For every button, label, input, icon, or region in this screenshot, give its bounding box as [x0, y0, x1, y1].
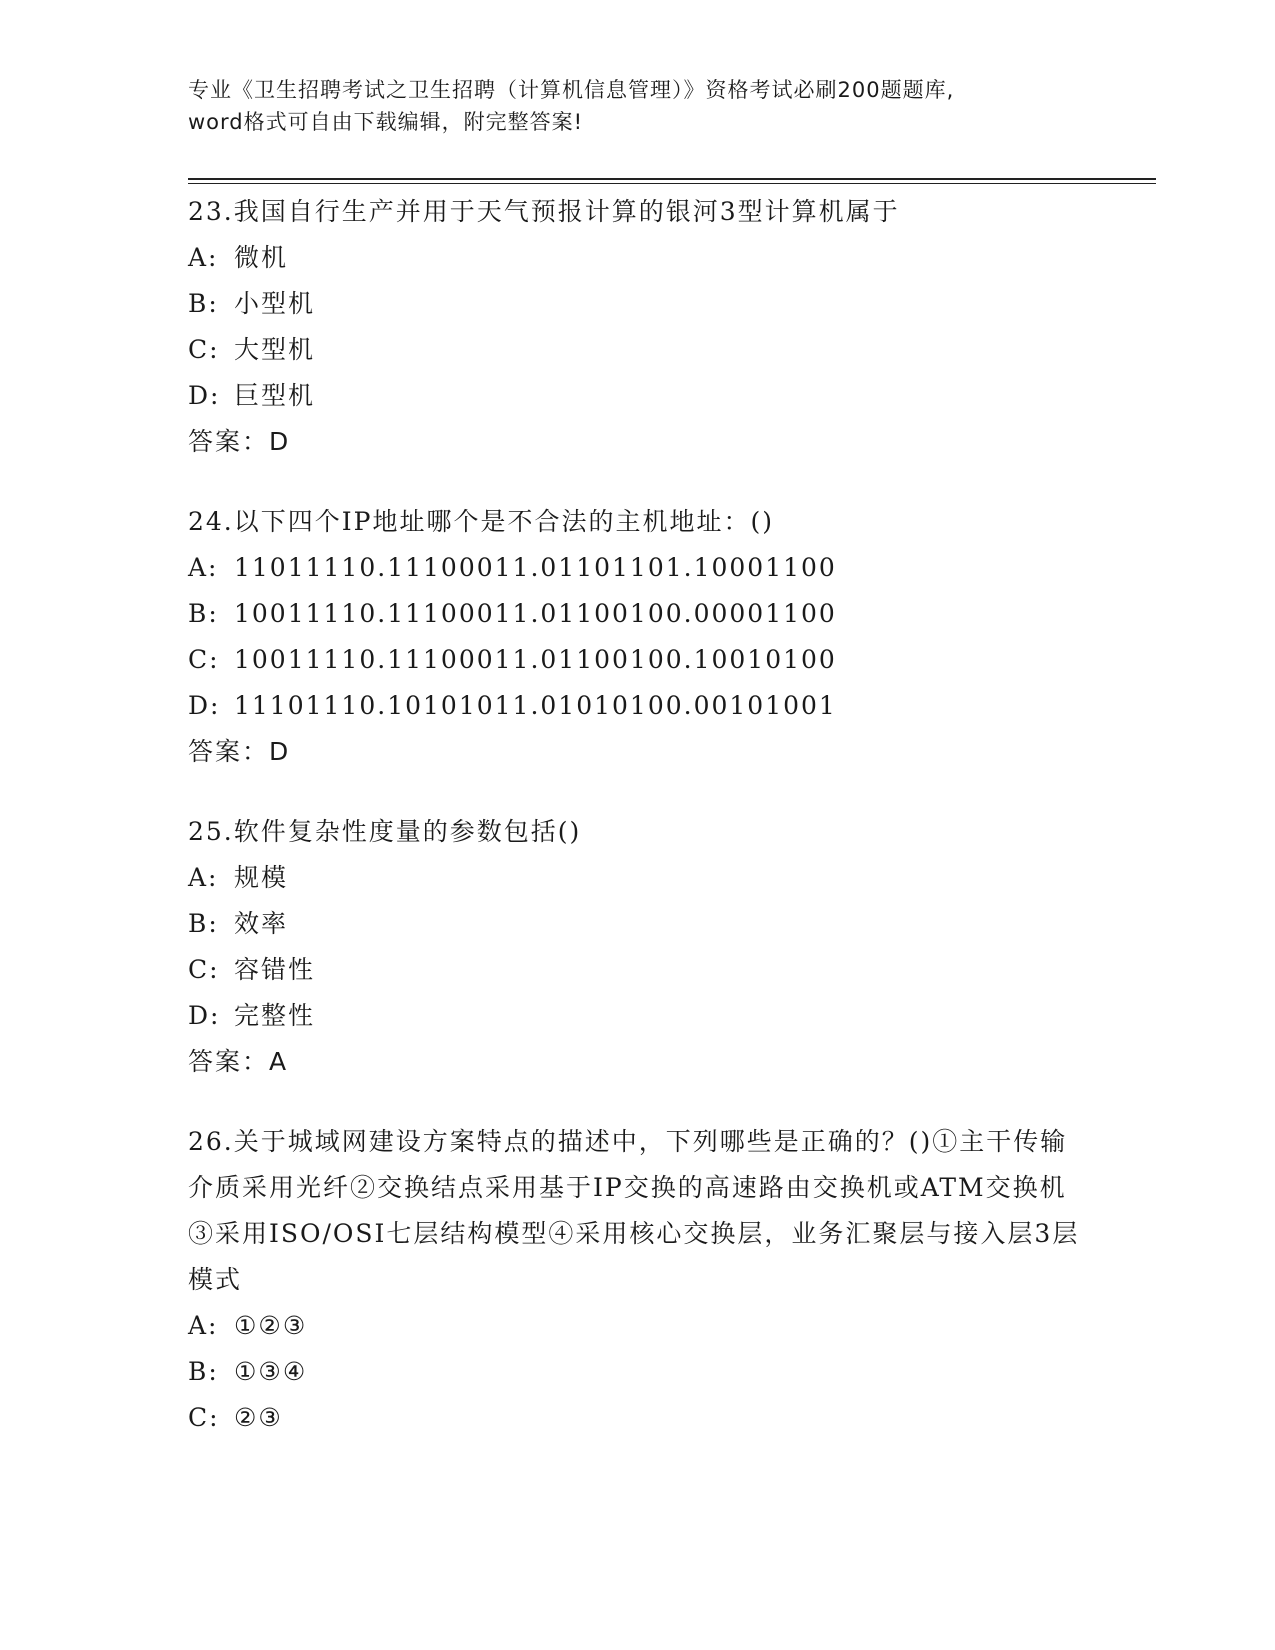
- option-label: B:: [188, 1357, 219, 1386]
- option-c: [188, 637, 1088, 683]
- option-text: 规模: [234, 863, 289, 892]
- header-divider-thick: [188, 178, 1156, 180]
- option-text: 11101110.10101011.01010100.00101001: [234, 691, 837, 720]
- option-label: A:: [188, 243, 219, 272]
- option-a: [188, 855, 1088, 901]
- option-label: A:: [188, 553, 219, 582]
- question-25: [188, 809, 1088, 1085]
- option-a: [188, 545, 1088, 591]
- answer-text: 答案：D: [188, 427, 291, 456]
- answer-text: 答案：D: [188, 737, 291, 766]
- option-text: 微机: [234, 243, 289, 272]
- option-label: D:: [188, 691, 221, 720]
- question-text: 23.我国自行生产并用于天气预报计算的银河3型计算机属于: [188, 197, 900, 226]
- option-text: 10011110.11100011.01100100.00001100: [234, 599, 837, 628]
- option-text: 完整性: [234, 1001, 316, 1030]
- question-text: 25.软件复杂性度量的参数包括(): [188, 817, 582, 846]
- option-d: [188, 993, 1088, 1039]
- option-b: [188, 1349, 1088, 1395]
- answer-text: 答案：A: [188, 1047, 289, 1076]
- option-label: B:: [188, 289, 219, 318]
- option-text: 容错性: [234, 955, 316, 984]
- option-text: 10011110.11100011.01100100.10010100: [234, 645, 837, 674]
- question-26: [188, 1119, 1088, 1441]
- option-text: 11011110.11100011.01101101.10001100: [234, 553, 837, 582]
- option-text: 小型机: [234, 289, 316, 318]
- option-label: C:: [188, 335, 220, 364]
- question-text: 24.以下四个IP地址哪个是不合法的主机地址：(): [188, 507, 774, 536]
- header-line-2: word格式可自由下载编辑，附完整答案!: [188, 110, 584, 134]
- option-label: C:: [188, 955, 220, 984]
- option-label: B:: [188, 909, 219, 938]
- option-text: ①②③: [234, 1311, 308, 1340]
- question-23: [188, 189, 1088, 465]
- document-header: [188, 74, 1088, 138]
- option-label: A:: [188, 863, 219, 892]
- question-24: [188, 499, 1088, 775]
- option-a: [188, 235, 1088, 281]
- option-b: [188, 281, 1088, 327]
- option-d: [188, 683, 1088, 729]
- option-text: 大型机: [234, 335, 316, 364]
- header-line-1: 专业《卫生招聘考试之卫生招聘（计算机信息管理）》资格考试必刷200题题库,: [188, 78, 955, 102]
- option-b: [188, 591, 1088, 637]
- question-text: 26.关于城域网建设方案特点的描述中，下列哪些是正确的？()①主干传输介质采用光纤②交换结点采用基于IP交换的高速路由交换机或ATM交换机③采用ISO/OSI七层结构模型④采用核心交换层，业务汇聚层与接入层3层模式: [188, 1127, 1080, 1294]
- option-b: [188, 901, 1088, 947]
- option-label: A:: [188, 1311, 219, 1340]
- option-text: 巨型机: [234, 381, 316, 410]
- option-label: C:: [188, 1403, 220, 1432]
- option-c: [188, 1395, 1088, 1441]
- option-label: B:: [188, 599, 219, 628]
- option-c: [188, 327, 1088, 373]
- option-d: [188, 373, 1088, 419]
- option-text: 效率: [234, 909, 289, 938]
- header-divider-thin: [188, 183, 1156, 184]
- option-a: [188, 1303, 1088, 1349]
- option-text: ①③④: [234, 1357, 308, 1386]
- option-text: ②③: [234, 1403, 283, 1432]
- option-c: [188, 947, 1088, 993]
- option-label: C:: [188, 645, 220, 674]
- option-label: D:: [188, 381, 221, 410]
- option-label: D:: [188, 1001, 221, 1030]
- question-list: [188, 189, 1088, 1475]
